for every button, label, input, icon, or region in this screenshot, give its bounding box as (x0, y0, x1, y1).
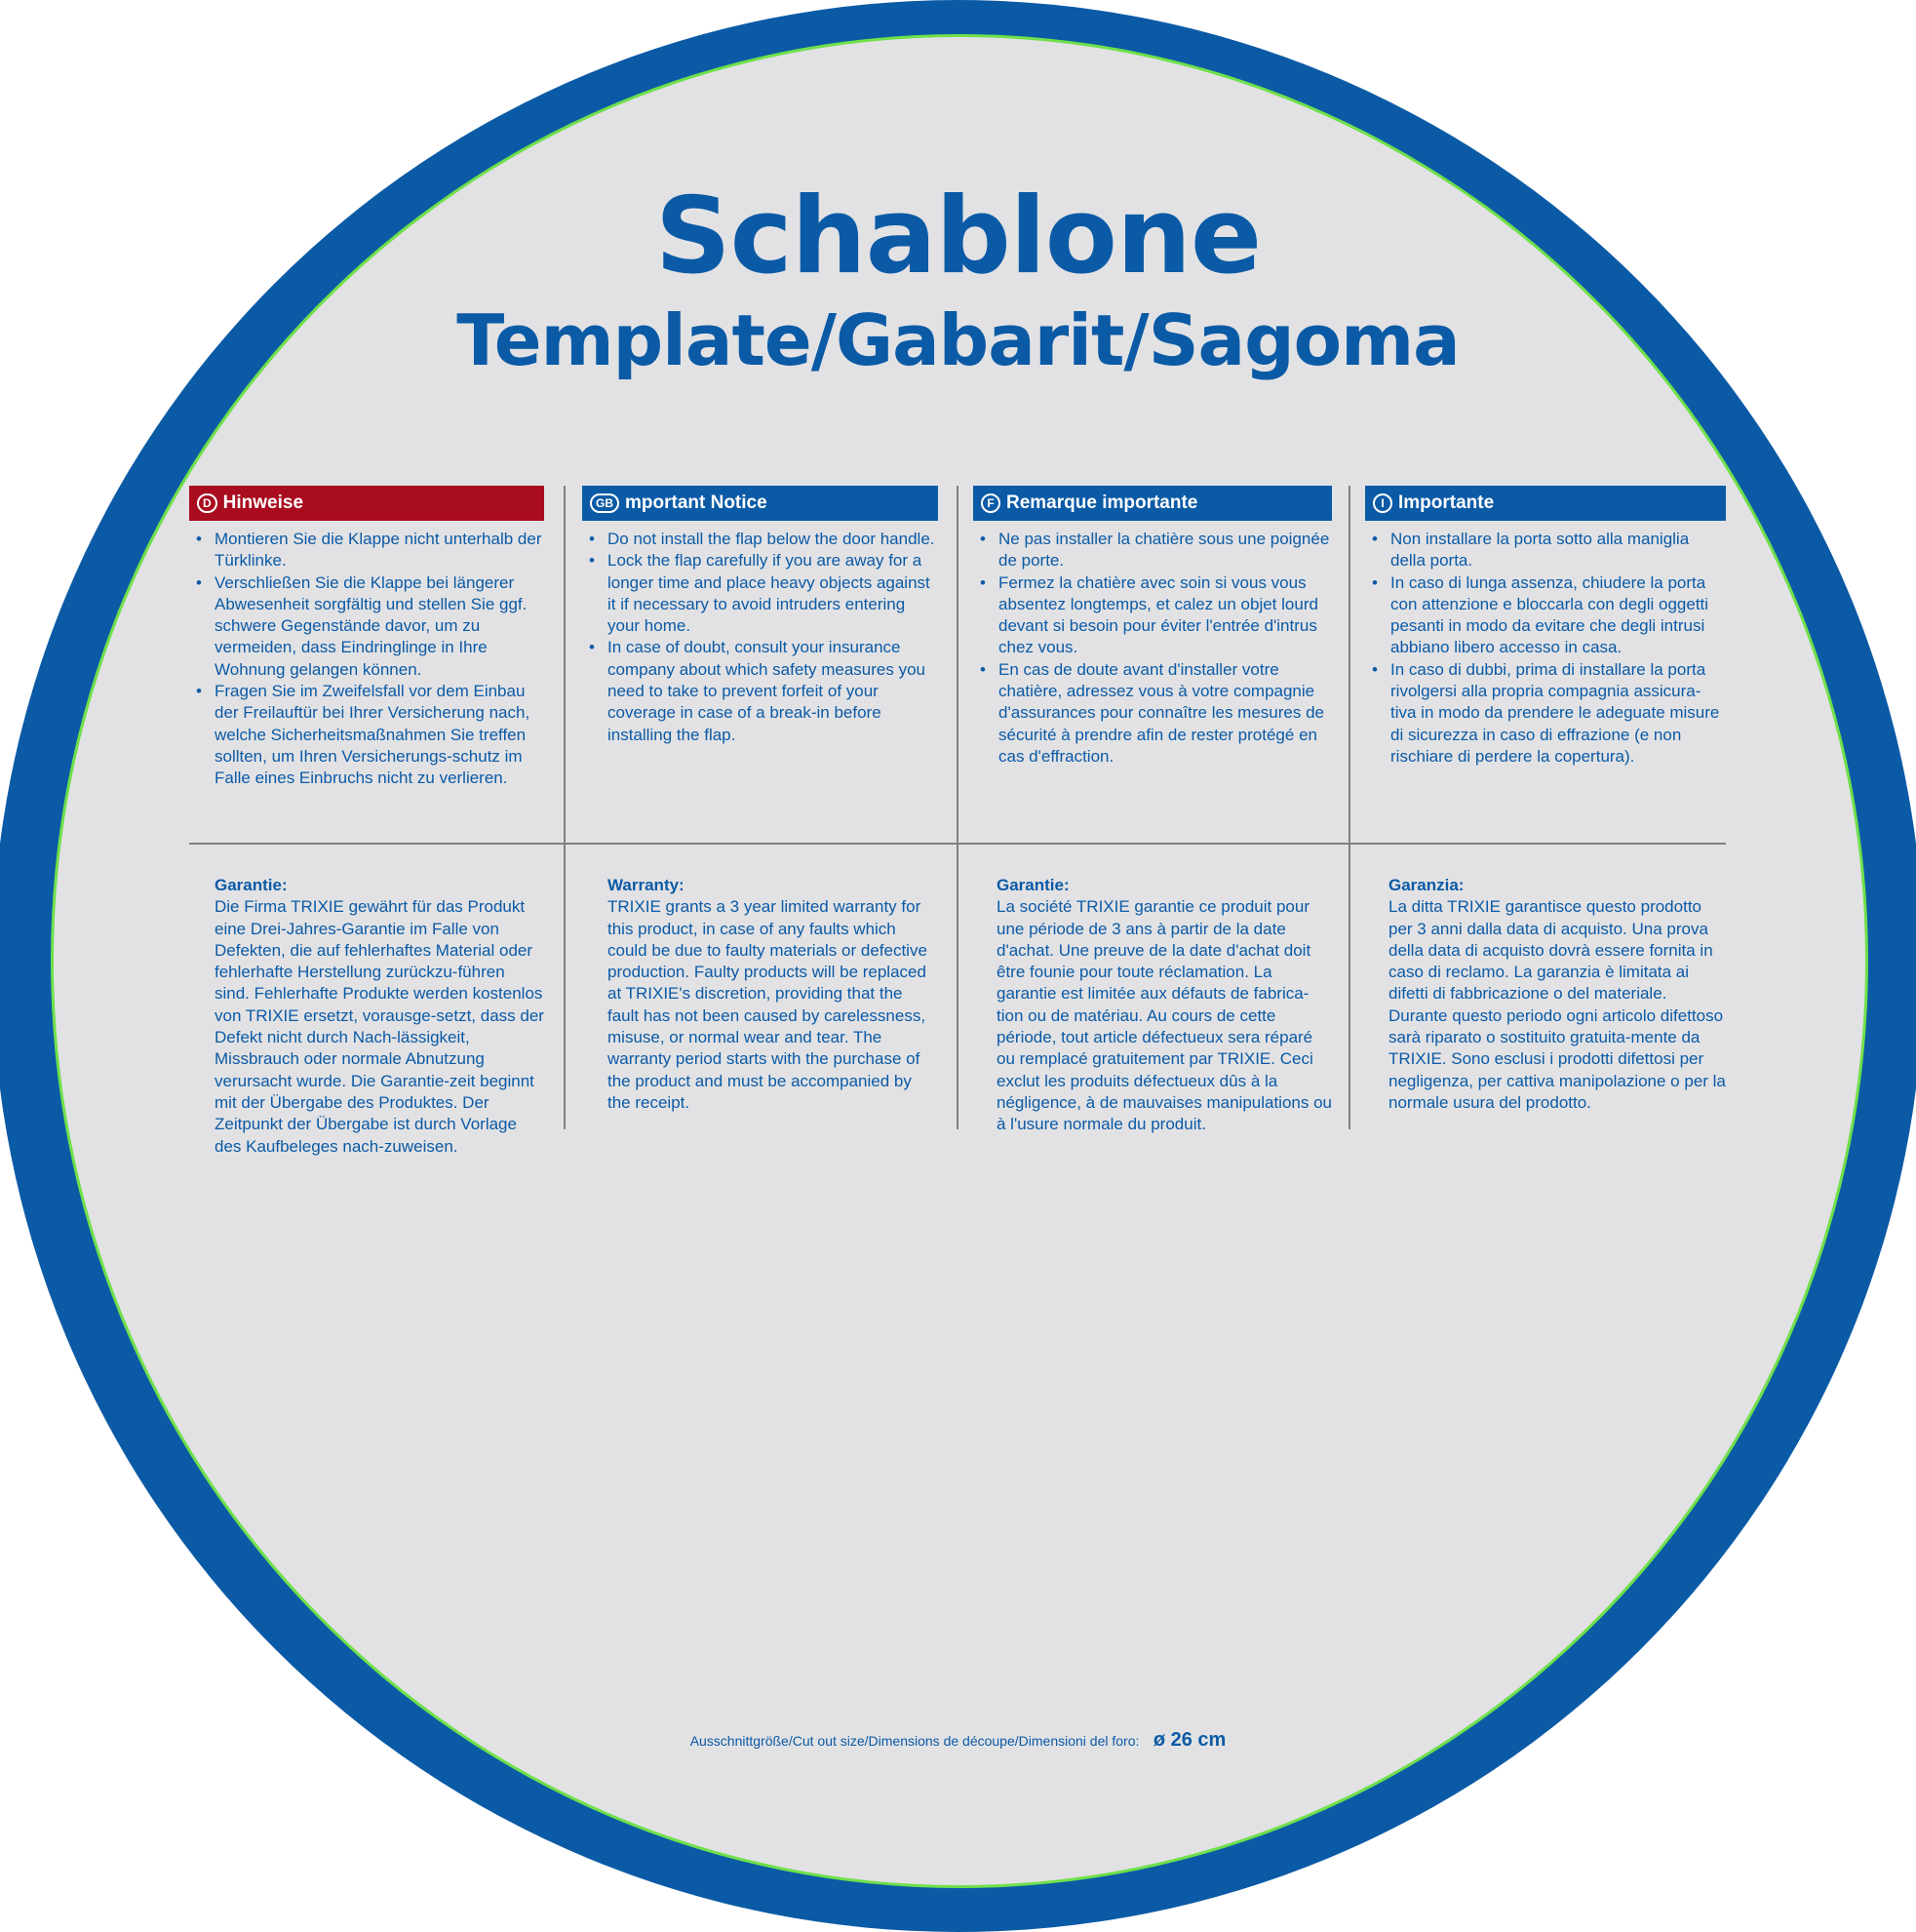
notice-item: • Lock the flap carefully if you are away for a longer time and place heavy objects against it if necessary to avoid intruders entering your home. (582, 550, 938, 637)
warranty-title: Garanzia: (1388, 876, 1465, 894)
notice-heading: Importante (1398, 493, 1495, 513)
notice-item: • Verschließen Sie die Klappe bei längerer Abwesenheit sorgfältig und stellen Sie ggf. schwere Gegenstände davor, um zu vermeiden, dass Eindringlinge in Ihre Wohnung gelangen können. (189, 572, 544, 681)
page-title: Schablone (654, 176, 1262, 297)
notice-item: • In case of doubt, consult your insurance company about which safety measures you need to take to prevent forfeit of your coverage in case of a break-in before installing the flap. (582, 637, 938, 745)
notice-item: • Montieren Sie die Klappe nicht unterhalb der Türklinke. (189, 529, 544, 572)
warranty-title: Warranty: (607, 876, 684, 894)
notice-heading: Remarque importante (1006, 493, 1198, 513)
notice-item: • Fermez la chatière avec soin si vous vous absentez longtemps, et calez un objet lourd devant si besoin pour éviter l'entrée d'intrus chez vous. (973, 572, 1332, 659)
notice-column-gb (582, 486, 938, 746)
notice-list (1365, 529, 1726, 768)
warranty-text: TRIXIE grants a 3 year limited warranty for this product, in case of any faults which could be due to faulty materials or defective production. Faulty products will be replaced at TRIXIE's discretion, providing that the fault has not been caused by carelessness, misuse, or normal wear and tear. The warranty period starts with the purchase of the product and must be accompanied by the receipt. (607, 897, 927, 1112)
notice-item: • Ne pas installer la chatière sous une poignée de porte. (973, 529, 1332, 572)
notice-list (973, 529, 1332, 768)
warranty-title: Garantie: (997, 876, 1070, 894)
notice-column-de (189, 486, 544, 790)
notice-list (189, 529, 544, 790)
notice-header-fr (973, 486, 1332, 521)
country-code-badge: D (197, 493, 217, 513)
notice-column-it (1365, 486, 1726, 768)
warranty-block-fr (997, 875, 1332, 1136)
warranty-block-it (1388, 875, 1726, 1114)
warranty-block-gb (607, 875, 938, 1114)
notice-heading: Hinweise (222, 493, 304, 513)
country-code-badge: GB (590, 493, 619, 513)
country-code-badge: I (1373, 493, 1392, 513)
page-subtitle: Template/Gabarit/Sagoma (456, 299, 1460, 381)
country-code-badge: F (981, 493, 1000, 513)
warranty-text: La société TRIXIE garantie ce produit pour une période de 3 ans à partir de la date d'achat. Une preuve de la date d'achat doit être founie pour toute réclamation. La garantie est limitée aux défauts de fabrica-tion ou de matériau. Au cours de cette période, tout article défectueux sera réparé ou remplacé gratuitement par TRIXIE. Ceci exclut les produits défectueux dûs à la négligence, à de mauvaises manipulations ou à l'usure normale du produit. (997, 897, 1333, 1134)
column-divider (564, 486, 566, 1129)
cutout-label: Ausschnittgröße/Cut out size/Dimensions de découpe/Dimensioni del foro: (689, 1733, 1140, 1749)
warranty-block-de (215, 875, 544, 1158)
notice-heading: mportant Notice (625, 493, 767, 513)
notice-column-fr (973, 486, 1332, 768)
column-divider (1349, 486, 1350, 1129)
notice-header-gb (582, 486, 938, 521)
section-divider (189, 843, 1726, 845)
notice-item: • Do not install the flap below the door handle. (582, 529, 938, 550)
cutout-diameter: ø 26 cm (1153, 1729, 1227, 1751)
notice-item: • In caso di lunga assenza, chiudere la porta con attenzione e bloccarla con degli oggetti pesanti in modo da evitare che degli intrusi abbiano libero accesso in casa. (1365, 572, 1726, 659)
notice-item: • In caso di dubbi, prima di installare la porta rivolgersi alla propria compagnia assicura-tiva in modo da prendere le adeguate misure di sicurezza in caso di effrazione (e non rischiare di perdere la copertura). (1365, 659, 1726, 768)
column-divider (957, 486, 958, 1129)
cutout-size-note (0, 1729, 1916, 1752)
warranty-text: Die Firma TRIXIE gewährt für das Produkt eine Drei-Jahres-Garantie im Falle von Defekten, die auf fehlerhaftes Material oder fehlerhafte Herstellung zurückzu-führen sind. Fehlerhafte Produkte werden kostenlos von TRIXIE ersetzt, vorausge-setzt, dass der Defekt nicht durch Nach-lässigkeit, Missbrauch oder normale Abnutzung verursacht wurde. Die Garantie-zeit beginnt mit der Übergabe des Produktes. Der Zeitpunkt der Übergabe ist durch Vorlage des Kaufbeleges nach-zuweisen. (215, 897, 544, 1156)
notice-header-de (189, 486, 544, 521)
notice-list (582, 529, 938, 746)
notice-item: • Non installare la porta sotto alla maniglia della porta. (1365, 529, 1726, 572)
notice-header-it (1365, 486, 1726, 521)
notice-item: • Fragen Sie im Zweifelsfall vor dem Einbau der Freilauftür bei Ihrer Versicherung nach, welche Sicherheitsmaßnahmen Sie treffen sollten, um Ihren Versicherungs-schutz im Falle eines Einbruchs nicht zu verlieren. (189, 681, 544, 789)
warranty-text: La ditta TRIXIE garantisce questo prodotto per 3 anni dalla data di acquisto. Una prova della data di acquisto dovrà essere fornita in caso di reclamo. La garanzia è limitata ai difetti di fabbricazione o del materiale. Durante questo periodo ogni articolo difettoso sarà riparato o sostituito gratuita-mente da TRIXIE. Sono esclusi i prodotti difettosi per negligenza, per cattiva manipolazione o per la normale usura del prodotto. (1388, 897, 1726, 1112)
warranty-title: Garantie: (215, 876, 288, 894)
notice-item: • En cas de doute avant d'installer votre chatière, adressez vous à votre compagnie d'assurances pour connaître les mesures de sécurité à prendre afin de rester protégé en cas d'effraction. (973, 659, 1332, 768)
